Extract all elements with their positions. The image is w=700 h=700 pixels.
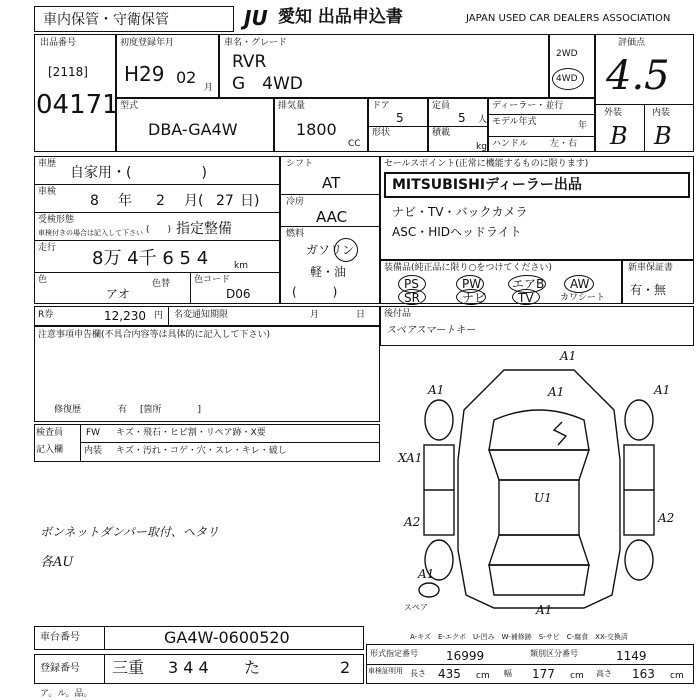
footer-label: ア。ル。品。	[40, 689, 93, 699]
inspection-month: 2	[156, 193, 165, 209]
inspector-fw: キズ・飛石・ヒビ割・リペア跡・X要	[116, 428, 266, 438]
equipment-tv-circle	[512, 289, 540, 305]
aircon-divider	[280, 226, 380, 227]
spare-tire	[419, 583, 439, 597]
plate-label: 登録番号	[40, 663, 80, 674]
color-divider	[190, 272, 191, 304]
storage-tag-text: 車内保管・守衛保管	[43, 12, 169, 28]
color-label: 色	[38, 275, 48, 285]
wheel-front-right	[625, 400, 653, 440]
inspector-in-label: 内装	[84, 446, 103, 456]
selling-line-2: ナビ・TV・バックカメラ	[392, 205, 528, 219]
dealer-label: ディーラー・並行	[492, 101, 564, 111]
inspector-row-divider	[80, 442, 380, 443]
spec-cm-2: cm	[570, 671, 584, 681]
dealer-year-unit: 年	[578, 121, 588, 131]
spec-len-value: 435	[438, 667, 461, 681]
model-grade: G 4WD	[232, 74, 303, 94]
notes-label: 注意事項申告欄(不具合内容等は具体的に記入して下さい)	[38, 330, 271, 340]
mark-front-left: A1	[428, 383, 445, 397]
color-change-label: 色替	[152, 279, 171, 289]
inspector-fw-label: FW	[86, 428, 101, 438]
recycle-value: 12,230	[104, 309, 146, 323]
plate-last: 2	[340, 658, 351, 677]
wheel-rear-right	[625, 540, 653, 580]
handwritten-note-1: ボンネットダンパー取付、ヘタリ	[40, 525, 219, 539]
acceptance-divider	[34, 240, 280, 241]
dealer-model-year-label: モデル年式	[492, 117, 537, 127]
equipment-tv: TV	[518, 291, 534, 305]
recycle-unit: 円	[154, 311, 164, 321]
inspection-divider	[34, 212, 280, 213]
spec-width-label: 幅	[504, 669, 512, 678]
crack-mark	[554, 422, 566, 445]
form-title: 愛知 出品申込書	[278, 7, 403, 27]
spec-height-label: 高さ	[596, 669, 612, 678]
equipment-airbag: エアB	[512, 277, 545, 291]
chassis-value: GA4W-0600520	[164, 628, 290, 647]
doors-shape-label: 形状	[372, 128, 391, 138]
type-label: 型式	[120, 101, 139, 111]
registration-year: H29	[124, 62, 165, 86]
history-label: 車歴	[38, 159, 57, 169]
ju-logo: JU	[244, 6, 268, 30]
mark-left-door: XA1	[398, 451, 423, 465]
equipment-navi: ナビ	[462, 291, 487, 305]
equipment-sr-circle	[398, 289, 426, 305]
extras-value: スペアスマートキー	[386, 325, 476, 336]
mileage-divider	[34, 272, 280, 273]
score-exterior-label: 外装	[604, 108, 623, 118]
mark-roof: U1	[534, 491, 552, 505]
dealer-steer-label: ハンドル	[492, 139, 529, 149]
plate-kana: た	[244, 658, 261, 677]
repair-place: [箇所 ]	[140, 405, 202, 415]
repair-label: 修復歴	[54, 405, 82, 415]
history-value: 自家用・( )	[70, 165, 207, 181]
acceptance-bracket: ( )	[146, 225, 172, 235]
equipment-ps: PS	[404, 277, 419, 291]
car-hood	[489, 410, 589, 450]
score-col-divider	[644, 104, 645, 152]
spec-len-label: 車検証明用	[368, 667, 403, 675]
inspector-label-2: 記入欄	[36, 445, 64, 455]
selling-label: セールスポイント(正常に機能するものに限ります)	[384, 159, 589, 169]
equipment-pw: PW	[462, 277, 482, 291]
mark-front-right: A1	[654, 383, 671, 397]
lot-sub: [2118]	[48, 65, 88, 79]
capacity-unit: 人	[478, 115, 488, 125]
dealer-steer: 左・右	[550, 139, 578, 149]
name-change-label: 名変通知期限	[174, 310, 229, 320]
inspector-in: キズ・汚れ・コゲ・穴・スレ・キレ・破し	[116, 446, 287, 456]
spec-cm-1: cm	[476, 671, 490, 681]
inspection-day: 27	[216, 193, 234, 209]
displacement-value: 1800	[296, 120, 337, 139]
acceptance-note: 車検付きの場合は記入して下さい	[38, 229, 143, 237]
extras-label: 後付品	[384, 309, 412, 319]
mileage-unit: km	[234, 261, 248, 271]
selling-line-1: MITSUBISHIディーラー出品	[392, 177, 582, 193]
damage-legend: A-キズ E-エクボ U-凹み W-補修跡 S-サビ C-腐食 XX-交換済	[410, 633, 628, 641]
acceptance-label: 受検形態	[38, 215, 75, 225]
registration-label: 初度登録年月	[120, 38, 175, 48]
car-outline	[458, 370, 620, 608]
equipment-aw: AW	[570, 277, 590, 291]
drive-4wd: 4WD	[556, 74, 578, 84]
mileage-value: 8万 4千 6 5 4	[92, 248, 209, 269]
shift-divider	[280, 194, 380, 195]
inspector-label-1: 検査員	[36, 428, 64, 438]
selling-line-3: ASC・HIDヘッドライト	[392, 225, 522, 239]
plate-number: 3 4 4	[168, 658, 209, 677]
lot-number: 04171	[36, 90, 119, 120]
inspector-divider	[80, 424, 81, 462]
spec-cm-3: cm	[670, 671, 684, 681]
score-interior-label: 内装	[652, 108, 671, 118]
name-change-day: 日	[356, 310, 366, 320]
color-code: D06	[226, 287, 251, 301]
shift-label: シフト	[286, 159, 314, 169]
displacement-unit: CC	[348, 139, 361, 149]
score-exterior: B	[610, 122, 628, 150]
capacity-value: 5	[458, 111, 466, 125]
association-name: JAPAN USED CAR DEALERS ASSOCIATION	[466, 13, 671, 24]
mark-hood: A1	[548, 385, 565, 399]
plate-region: 三重	[112, 658, 145, 677]
doors-value: 5	[396, 111, 404, 125]
equipment-sr: SR	[404, 291, 420, 305]
doors-label: ドア	[372, 101, 390, 111]
spec-divider	[366, 664, 694, 665]
notes-section	[34, 326, 380, 422]
score-label: 評価点	[618, 38, 646, 48]
car-windshield	[489, 450, 589, 480]
equipment-label: 装備品(純正品に限り○をつけてください)	[384, 263, 552, 273]
equipment-seat: カワシート	[560, 293, 606, 303]
spec-class-label: 類別区分番号	[530, 649, 578, 658]
capacity-label: 定員	[432, 101, 451, 111]
warranty-value: 有・無	[630, 283, 667, 297]
mark-top: A1	[560, 349, 577, 363]
equipment-navi-circle	[456, 289, 486, 305]
model-label: 車名・グレード	[224, 38, 288, 48]
fuel-value-1: ガソリン	[306, 243, 355, 257]
dealer-divider-2	[488, 136, 595, 137]
spare-label: スペア	[404, 603, 428, 612]
name-change-month: 月	[310, 310, 320, 320]
score-value: 4.5	[606, 53, 670, 99]
mileage-label: 走行	[38, 243, 57, 253]
spec-cert-value: 16999	[446, 649, 485, 663]
lot-label: 出品番号	[40, 38, 77, 48]
spec-cert-label: 形式指定番号	[370, 649, 418, 658]
car-rear-window	[489, 535, 589, 565]
recycle-label: R券	[38, 310, 54, 320]
history-divider	[34, 184, 280, 185]
dealer-divider-1	[488, 114, 595, 115]
inspection-label: 車検	[38, 187, 57, 197]
spec-len-2: 長さ	[410, 669, 426, 678]
capacity-load-unit: kg	[476, 142, 487, 152]
registration-month-unit: 月	[204, 83, 214, 93]
spec-class-value: 1149	[616, 649, 647, 663]
warranty-label: 新車保証書	[628, 263, 674, 273]
inspection-month-unit: 月(	[184, 193, 204, 209]
score-interior: B	[654, 122, 672, 150]
spec-height-value: 163	[632, 667, 655, 681]
type-value: DBA-GA4W	[148, 120, 238, 139]
chassis-label: 車台番号	[40, 632, 80, 643]
plate-divider	[104, 654, 105, 684]
repair-value: 有	[118, 405, 128, 415]
inspection-day-unit: 日)	[240, 193, 260, 209]
shift-value: AT	[322, 174, 341, 192]
fuel-bracket: ( )	[292, 285, 338, 299]
aircon-label: 冷房	[286, 197, 305, 207]
inspection-year-unit: 年	[118, 193, 132, 209]
model-name: RVR	[232, 52, 267, 72]
chassis-divider	[104, 626, 105, 650]
spec-width-value: 177	[532, 667, 555, 681]
acceptance-value: 指定整備	[176, 221, 232, 237]
fuel-label: 燃料	[286, 229, 305, 239]
mark-right-rear: A2	[658, 511, 675, 525]
aircon-value: AAC	[316, 208, 348, 226]
displacement-label: 排気量	[278, 101, 306, 111]
car-roof	[499, 480, 579, 535]
mark-rear-left: A1	[418, 567, 435, 581]
color-value: アオ	[106, 287, 130, 301]
recycle-divider	[168, 306, 169, 326]
equipment-aw-circle	[564, 275, 594, 293]
color-code-label: 色コード	[194, 275, 231, 285]
mark-bottom: A1	[536, 603, 553, 617]
handwritten-note-2: 各AU	[40, 555, 74, 570]
drive-2wd: 2WD	[556, 49, 578, 59]
storage-tag	[34, 6, 234, 32]
car-trunk	[489, 565, 589, 595]
drive-4wd-circle	[552, 68, 584, 90]
capacity-load-label: 積載	[432, 128, 451, 138]
fuel-circle	[334, 238, 358, 262]
inspection-year: 8	[90, 193, 99, 209]
wheel-front-left	[425, 400, 453, 440]
mark-left-rear: A2	[404, 515, 421, 529]
registration-month: 02	[176, 68, 197, 87]
fuel-value-2: 軽・油	[310, 265, 347, 279]
